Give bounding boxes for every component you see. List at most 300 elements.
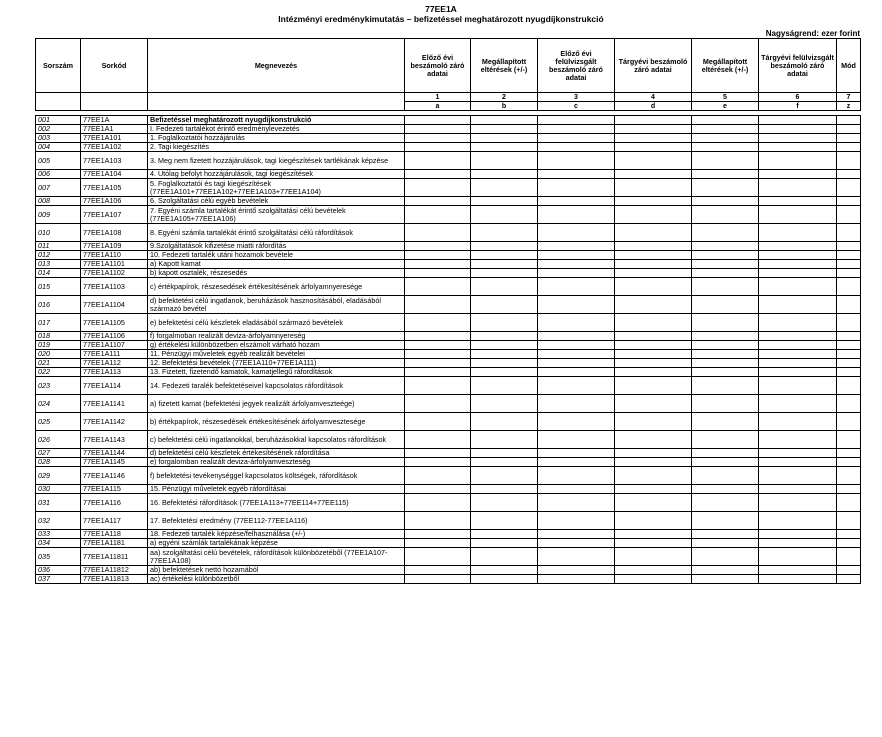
value-cell <box>692 512 759 530</box>
row-name: d) befektetési célú ingatlanok, beruházások hasznosításából, eladásából származó bevétel <box>148 296 405 314</box>
value-cell <box>471 359 538 368</box>
value-cell <box>615 539 692 548</box>
row-name: Befizetéssel meghatározott nyugdíjkonstrukció <box>148 116 405 125</box>
value-cell <box>471 467 538 485</box>
value-cell <box>837 530 861 539</box>
row-code: 77EE1A1106 <box>81 332 148 341</box>
value-cell <box>615 206 692 224</box>
row-serial: 028 <box>36 458 81 467</box>
value-cell <box>405 413 471 431</box>
value-cell <box>615 341 692 350</box>
value-cell <box>615 269 692 278</box>
value-cell <box>538 485 615 494</box>
value-cell <box>405 278 471 296</box>
header-blank <box>148 93 405 102</box>
value-cell <box>615 116 692 125</box>
value-cell <box>759 314 837 332</box>
row-serial: 002 <box>36 125 81 134</box>
table-row <box>36 170 861 179</box>
value-cell <box>837 449 861 458</box>
row-code: 77EE1A114 <box>81 377 148 395</box>
row-code: 77EE1A1103 <box>81 278 148 296</box>
row-code: 77EE1A1107 <box>81 341 148 350</box>
column-number: 6 <box>759 93 837 102</box>
value-cell <box>538 467 615 485</box>
value-cell <box>405 431 471 449</box>
row-name: g) értékelési különbözetben elszámolt várható hozam <box>148 341 405 350</box>
value-cell <box>405 341 471 350</box>
value-cell <box>471 530 538 539</box>
table-row <box>36 350 861 359</box>
row-code: 77EE1A116 <box>81 494 148 512</box>
table-row <box>36 179 861 197</box>
column-letter: b <box>471 102 538 111</box>
row-serial: 005 <box>36 152 81 170</box>
row-name: a) fizetett kamat (befektetési jegyek realizált árfolyamveszteége) <box>148 395 405 413</box>
value-cell <box>759 143 837 152</box>
row-serial: 016 <box>36 296 81 314</box>
header-col-4: Tárgyévi beszámoló záró adatai <box>615 39 692 93</box>
value-cell <box>759 170 837 179</box>
value-cell <box>471 278 538 296</box>
row-name: 14. Fedezeti taralék befektetéseivel kapcsolatos ráfordítások <box>148 377 405 395</box>
row-name: 16. Befektetési ráfordítások (77EE1A113+77EE114+77EE115) <box>148 494 405 512</box>
row-serial: 012 <box>36 251 81 260</box>
table-row <box>36 368 861 377</box>
header-serial: Sorszám <box>36 39 81 93</box>
row-name: 3. Meg nem fizetett hozzájárulások, tagi kiegészítések tartlékának képzése <box>148 152 405 170</box>
table-row <box>36 530 861 539</box>
row-code: 77EE1A11811 <box>81 548 148 566</box>
value-cell <box>615 179 692 197</box>
value-cell <box>837 458 861 467</box>
form-title: Intézményi eredménykimutatás – befizetéssel meghatározott nyugdíjkonstrukció <box>278 14 604 24</box>
value-cell <box>538 251 615 260</box>
row-serial: 004 <box>36 143 81 152</box>
value-cell <box>405 368 471 377</box>
value-cell <box>538 368 615 377</box>
column-letter: f <box>759 102 837 111</box>
column-number: 7 <box>837 93 861 102</box>
row-code: 77EE1A1144 <box>81 449 148 458</box>
value-cell <box>471 242 538 251</box>
value-cell <box>692 413 759 431</box>
value-cell <box>405 242 471 251</box>
table-row <box>36 548 861 566</box>
value-cell <box>538 242 615 251</box>
value-cell <box>759 431 837 449</box>
value-cell <box>405 377 471 395</box>
value-cell <box>405 512 471 530</box>
value-cell <box>692 395 759 413</box>
value-cell <box>759 251 837 260</box>
row-name: b) kapott osztalék, részesedés <box>148 269 405 278</box>
value-cell <box>692 251 759 260</box>
value-cell <box>405 251 471 260</box>
value-cell <box>692 368 759 377</box>
table-row <box>36 449 861 458</box>
value-cell <box>405 260 471 269</box>
row-name: 18. Fedezeti tartalék képzése/felhasználása (+/-) <box>148 530 405 539</box>
row-serial: 031 <box>36 494 81 512</box>
row-serial: 030 <box>36 485 81 494</box>
value-cell <box>692 278 759 296</box>
header-code: Sorkód <box>81 39 148 93</box>
value-cell <box>692 449 759 458</box>
row-code: 77EE1A1105 <box>81 314 148 332</box>
value-cell <box>405 296 471 314</box>
row-serial: 036 <box>36 566 81 575</box>
value-cell <box>692 116 759 125</box>
value-cell <box>837 296 861 314</box>
value-cell <box>471 260 538 269</box>
row-code: 77EE1A101 <box>81 134 148 143</box>
value-cell <box>759 548 837 566</box>
row-serial: 026 <box>36 431 81 449</box>
value-cell <box>405 332 471 341</box>
table-row <box>36 575 861 584</box>
row-serial: 014 <box>36 269 81 278</box>
value-cell <box>471 341 538 350</box>
value-cell <box>692 224 759 242</box>
header-blank <box>36 102 81 111</box>
value-cell <box>471 170 538 179</box>
value-cell <box>405 449 471 458</box>
value-cell <box>538 575 615 584</box>
table-row <box>36 116 861 125</box>
value-cell <box>837 575 861 584</box>
row-code: 77EE1A112 <box>81 359 148 368</box>
table-row <box>36 377 861 395</box>
column-number-row <box>36 93 861 102</box>
value-cell <box>471 269 538 278</box>
row-code: 77EE1A111 <box>81 350 148 359</box>
value-cell <box>471 296 538 314</box>
value-cell <box>837 314 861 332</box>
table-row <box>36 458 861 467</box>
value-cell <box>759 125 837 134</box>
value-cell <box>615 296 692 314</box>
value-cell <box>538 269 615 278</box>
row-code: 77EE1A107 <box>81 206 148 224</box>
value-cell <box>615 134 692 143</box>
row-serial: 001 <box>36 116 81 125</box>
value-cell <box>759 530 837 539</box>
value-cell <box>405 152 471 170</box>
value-cell <box>615 449 692 458</box>
value-cell <box>759 368 837 377</box>
row-name: aa) szolgáltatási célú bevételek, ráfordítások különbözetéből (77EE1A107-77EE1A108) <box>148 548 405 566</box>
value-cell <box>471 485 538 494</box>
value-cell <box>405 197 471 206</box>
value-cell <box>471 197 538 206</box>
value-cell <box>538 152 615 170</box>
value-cell <box>692 296 759 314</box>
value-cell <box>615 350 692 359</box>
row-name: 10. Fedezeti tartalék utáni hozamok bevétele <box>148 251 405 260</box>
value-cell <box>538 413 615 431</box>
value-cell <box>837 134 861 143</box>
table-row <box>36 332 861 341</box>
row-name: a) Kapott kamat <box>148 260 405 269</box>
row-name: 9.Szolgáltatások kifizetése miatti ráfordítás <box>148 242 405 251</box>
value-cell <box>692 530 759 539</box>
unit-note: Nagyságrend: ezer forint <box>765 29 860 38</box>
value-cell <box>837 539 861 548</box>
value-cell <box>759 485 837 494</box>
value-cell <box>837 359 861 368</box>
value-cell <box>538 260 615 269</box>
value-cell <box>471 512 538 530</box>
value-cell <box>837 548 861 566</box>
value-cell <box>538 197 615 206</box>
value-cell <box>759 206 837 224</box>
header-col-1: Előző évi beszámoló záró adatai <box>405 39 471 93</box>
value-cell <box>471 152 538 170</box>
value-cell <box>538 449 615 458</box>
value-cell <box>759 152 837 170</box>
value-cell <box>692 350 759 359</box>
row-serial: 033 <box>36 530 81 539</box>
value-cell <box>759 377 837 395</box>
value-cell <box>471 377 538 395</box>
table-row <box>36 260 861 269</box>
value-cell <box>692 170 759 179</box>
value-cell <box>471 134 538 143</box>
value-cell <box>538 341 615 350</box>
row-name: 1. Foglalkoztatói hozzájárulás <box>148 134 405 143</box>
row-serial: 010 <box>36 224 81 242</box>
row-code: 77EE1A1143 <box>81 431 148 449</box>
value-cell <box>837 179 861 197</box>
row-name: d) befektetési célú készletek értékesítésének ráfordítása <box>148 449 405 458</box>
row-code: 77EE1A1145 <box>81 458 148 467</box>
value-cell <box>405 170 471 179</box>
column-letter: d <box>615 102 692 111</box>
value-cell <box>471 395 538 413</box>
row-serial: 018 <box>36 332 81 341</box>
value-cell <box>538 278 615 296</box>
value-cell <box>471 431 538 449</box>
value-cell <box>538 530 615 539</box>
table-row <box>36 251 861 260</box>
value-cell <box>405 125 471 134</box>
row-name: I. Fedezeti tartalékot érintő eredménylevezetés <box>148 125 405 134</box>
row-name: 13. Fizetett, fizetendő kamatok, kamatjellegű ráfordítások <box>148 368 405 377</box>
value-cell <box>405 485 471 494</box>
header-blank <box>148 102 405 111</box>
column-number: 3 <box>538 93 615 102</box>
value-cell <box>759 197 837 206</box>
value-cell <box>837 206 861 224</box>
row-name: a) egyéni számlák tartalékának képzése <box>148 539 405 548</box>
table-row <box>36 512 861 530</box>
table-row <box>36 359 861 368</box>
value-cell <box>471 224 538 242</box>
value-cell <box>692 197 759 206</box>
value-cell <box>692 242 759 251</box>
value-cell <box>615 395 692 413</box>
value-cell <box>471 548 538 566</box>
row-serial: 007 <box>36 179 81 197</box>
value-cell <box>692 179 759 197</box>
value-cell <box>837 431 861 449</box>
value-cell <box>692 143 759 152</box>
value-cell <box>615 530 692 539</box>
value-cell <box>471 575 538 584</box>
header-blank <box>81 102 148 111</box>
row-name: b) értékpapírok, részesedések értékesítésének árfolyamvesztesége <box>148 413 405 431</box>
row-code: 77EE1A1141 <box>81 395 148 413</box>
report-table <box>35 38 861 584</box>
value-cell <box>615 242 692 251</box>
value-cell <box>471 116 538 125</box>
value-cell <box>837 350 861 359</box>
table-row <box>36 539 861 548</box>
value-cell <box>471 494 538 512</box>
value-cell <box>837 332 861 341</box>
report-body <box>36 116 861 584</box>
value-cell <box>405 359 471 368</box>
row-name: 15. Pénzügyi műveletek egyéb ráfordításai <box>148 485 405 494</box>
row-name: 7. Egyéni számla tartalékát érintő szolgáltatási célú bevételek (77EE1A105+77EE1A106) <box>148 206 405 224</box>
row-code: 77EE1A113 <box>81 368 148 377</box>
row-serial: 037 <box>36 575 81 584</box>
value-cell <box>759 512 837 530</box>
value-cell <box>615 548 692 566</box>
column-letter: z <box>837 102 861 111</box>
column-number: 4 <box>615 93 692 102</box>
value-cell <box>692 467 759 485</box>
value-cell <box>538 431 615 449</box>
value-cell <box>405 350 471 359</box>
table-row <box>36 566 861 575</box>
value-cell <box>692 494 759 512</box>
value-cell <box>692 152 759 170</box>
value-cell <box>759 278 837 296</box>
value-cell <box>837 125 861 134</box>
row-code: 77EE1A110 <box>81 251 148 260</box>
value-cell <box>538 314 615 332</box>
value-cell <box>471 449 538 458</box>
table-row <box>36 152 861 170</box>
table-row <box>36 431 861 449</box>
value-cell <box>405 314 471 332</box>
value-cell <box>759 350 837 359</box>
row-serial: 021 <box>36 359 81 368</box>
row-serial: 006 <box>36 170 81 179</box>
row-code: 77EE1A1101 <box>81 260 148 269</box>
value-cell <box>759 296 837 314</box>
value-cell <box>615 494 692 512</box>
value-cell <box>692 377 759 395</box>
value-cell <box>538 143 615 152</box>
value-cell <box>759 332 837 341</box>
value-cell <box>615 260 692 269</box>
row-serial: 029 <box>36 467 81 485</box>
form-code-title: 77EE1A <box>425 4 457 14</box>
table-row <box>36 494 861 512</box>
value-cell <box>405 179 471 197</box>
value-cell <box>692 431 759 449</box>
value-cell <box>692 566 759 575</box>
value-cell <box>538 359 615 368</box>
row-code: 77EE1A106 <box>81 197 148 206</box>
row-name: ac) értékelési különbözetből <box>148 575 405 584</box>
row-name: f) forgalmoban realizált deviza-árfolyamnyereség <box>148 332 405 341</box>
value-cell <box>471 125 538 134</box>
value-cell <box>837 566 861 575</box>
value-cell <box>837 395 861 413</box>
value-cell <box>837 368 861 377</box>
value-cell <box>615 332 692 341</box>
header-blank <box>36 93 81 102</box>
value-cell <box>837 413 861 431</box>
value-cell <box>837 377 861 395</box>
value-cell <box>405 566 471 575</box>
value-cell <box>837 116 861 125</box>
value-cell <box>538 206 615 224</box>
value-cell <box>615 566 692 575</box>
value-cell <box>405 116 471 125</box>
value-cell <box>615 251 692 260</box>
header-col-mod: Mód <box>837 39 861 93</box>
row-name: 17. Befektetési eredmény (77EE112-77EE1A116) <box>148 512 405 530</box>
row-serial: 013 <box>36 260 81 269</box>
value-cell <box>615 125 692 134</box>
value-cell <box>538 512 615 530</box>
value-cell <box>759 413 837 431</box>
value-cell <box>405 467 471 485</box>
row-code: 77EE1A109 <box>81 242 148 251</box>
row-serial: 023 <box>36 377 81 395</box>
value-cell <box>759 395 837 413</box>
value-cell <box>837 197 861 206</box>
value-cell <box>471 332 538 341</box>
value-cell <box>405 539 471 548</box>
value-cell <box>837 260 861 269</box>
value-cell <box>615 314 692 332</box>
value-cell <box>405 458 471 467</box>
value-cell <box>538 179 615 197</box>
table-row <box>36 467 861 485</box>
value-cell <box>692 485 759 494</box>
table-row <box>36 134 861 143</box>
value-cell <box>405 395 471 413</box>
header-col-3: Előző évi felülvizsgált beszámoló záró adatai <box>538 39 615 93</box>
value-cell <box>615 143 692 152</box>
row-code: 77EE1A105 <box>81 179 148 197</box>
value-cell <box>692 575 759 584</box>
value-cell <box>538 494 615 512</box>
row-name: 8. Egyéni számla tartalékát érintő szolgáltatási célú ráfordítások <box>148 224 405 242</box>
column-letter: c <box>538 102 615 111</box>
table-row <box>36 485 861 494</box>
value-cell <box>615 377 692 395</box>
table-row <box>36 242 861 251</box>
row-code: 77EE1A <box>81 116 148 125</box>
table-row <box>36 143 861 152</box>
value-cell <box>837 242 861 251</box>
value-cell <box>837 269 861 278</box>
row-name: 6. Szolgáltatási célú egyéb bevételek <box>148 197 405 206</box>
value-cell <box>837 494 861 512</box>
row-code: 77EE1A115 <box>81 485 148 494</box>
value-cell <box>837 485 861 494</box>
row-name: 2. Tagi kiegészítés <box>148 143 405 152</box>
value-cell <box>692 359 759 368</box>
value-cell <box>471 206 538 224</box>
